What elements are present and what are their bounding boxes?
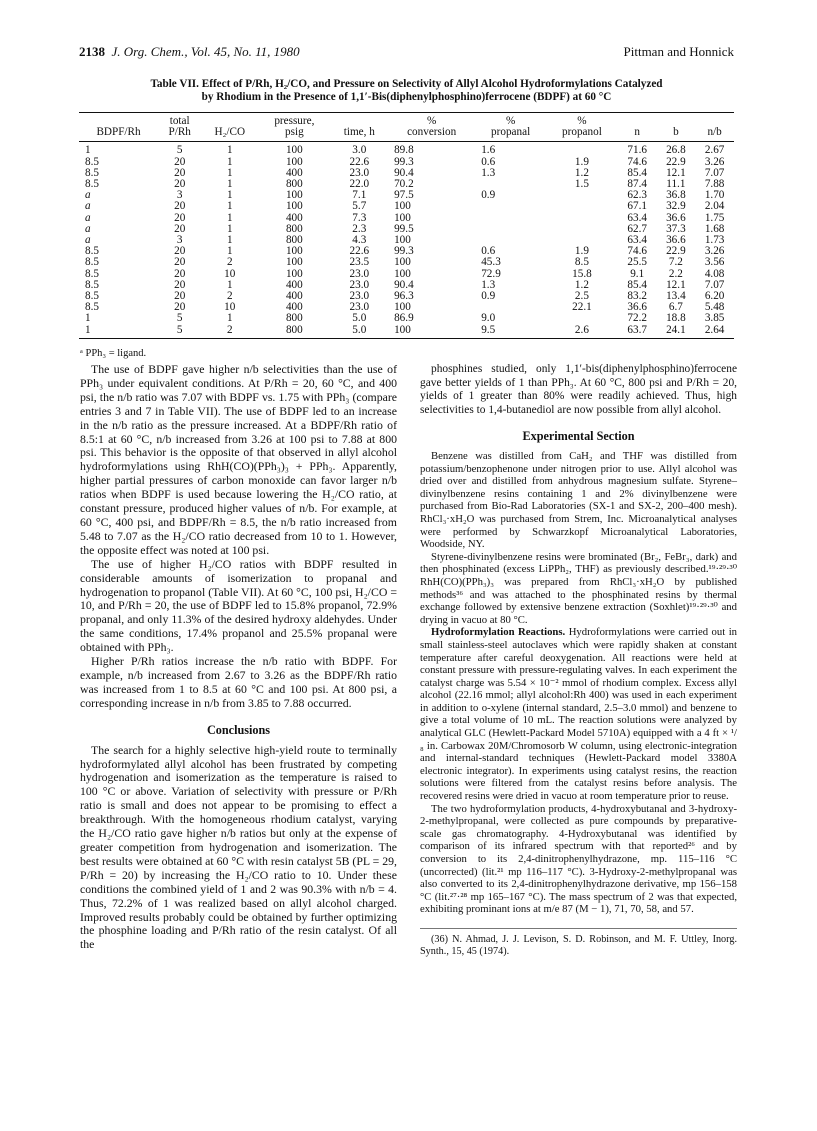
table-cell: a	[85, 234, 91, 247]
running-authors: Pittman and Honnick	[623, 44, 734, 59]
table-caption	[79, 78, 734, 104]
table-cell: 800	[285, 234, 303, 247]
table-header-row-2	[79, 127, 734, 142]
table-cell: 83.2	[627, 290, 647, 303]
header-cell	[695, 113, 734, 128]
table-cell: 99.5	[394, 222, 414, 235]
table-row	[79, 257, 734, 268]
references	[420, 928, 737, 959]
table-cell: 1	[226, 189, 233, 202]
table-cell: 800	[285, 178, 303, 191]
header-cell: %	[388, 113, 475, 128]
table-cell: 12.1	[666, 166, 686, 179]
experimental-paragraph: Benzene was distilled from CaH₂ and THF was distilled from potassium/benzophenone under nitrogen prior to use. Allyl alcohol was dried over and distilled from anhydrous magnesium sulfate. Styrene–divinylbenzene resins containing 1 and 2% divinylbenzene were purchased from Bio-Rad Laboratories (SX-1 and SX-2, 200–400 mesh). RhCl₃·xH₂O was purchased from Strem, Inc. Microanalytical analyses were performed by Schwarzkopf Microanalytical Laboratories, Woodside, NY.	[420, 450, 737, 551]
table-cell: 36.6	[666, 211, 686, 224]
table-cell: 70.2	[394, 178, 414, 191]
table-cell: 3.26	[704, 155, 725, 168]
table-cell: 100	[285, 267, 303, 280]
header-cell: BDPF/Rh	[79, 127, 158, 142]
table-cell: 90.4	[394, 166, 414, 179]
table-cell: 20	[174, 200, 186, 213]
body-paragraph: Higher P/Rh ratios increase the n/b ratio with BDPF. For example, n/b increased from 2.67 to 3.26 as the BDPF/Rh ratio was increased from 1 to 8.5 at 60 °C and 100 psi. At 800 psi, a corresponding increase in n/b from 3.85 to 7.88 occurred.	[80, 654, 397, 710]
table-cell: 7.2	[668, 256, 683, 269]
table-cell: 74.6	[627, 245, 647, 258]
table-cell: 1.3	[481, 166, 496, 179]
table-cell: 8.5	[85, 290, 99, 303]
table-cell: 36.6	[666, 234, 686, 247]
table-cell: 400	[285, 211, 303, 224]
table-cell: 400	[285, 166, 303, 179]
table-cell: 1	[226, 234, 233, 247]
table-cell: 400	[285, 278, 303, 291]
table-cell: 0.9	[481, 290, 496, 303]
table-cell: 2.64	[695, 325, 734, 339]
body-paragraph: The use of BDPF gave higher n/b selectivities than the use of PPh₃ under equivalent conditions. At P/Rh = 20, 60 °C, and 400 psi, the n/b ratio was 7.07 with BDPF vs. 1.75 with PPh₃ (compare entries 3 and 7 in Table VII). The use of BDPF led to an increase in the n/b ratio as the pressure increased. At a BDPF/Rh ratio of 8.5:1 at 60 °C, n/b increased from 3.26 at 100 psi to 7.88 at 800 psi. This behavior is the opposite of that observed in allyl alcohol hydroformylations using RhH(CO)(PPh₃)₃ + PPh₃. Apparently, higher partial pressures of carbon monoxide can favor larger n/b ratios when BDPF is used because lowering the H₂/CO ratio, at constant pressure, produced higher values of n/b. For example, at 60 °C, 400 psi, and BDPF/Rh = 8.5, the n/b ratio increased from 5.48 to 7.07 as the H₂/CO ratio decreased from 10 to 1. However, the opposite effect was noted at 100 psi.	[80, 362, 397, 557]
table-cell: 36.8	[666, 189, 686, 202]
table-cell: 1	[226, 144, 233, 157]
table-cell: 22.9	[666, 155, 686, 168]
table-cell: 800	[258, 325, 330, 339]
table-cell: 100	[394, 234, 411, 247]
table-cell: 20	[174, 222, 186, 235]
table-cell: 2	[226, 290, 233, 303]
table-cell: 11.1	[666, 178, 686, 191]
table-row	[79, 142, 734, 157]
table-cell: 20	[174, 155, 186, 168]
table-cell: 7.07	[704, 278, 725, 291]
table-cell: 20	[174, 245, 186, 258]
table-cell: 5.0	[352, 312, 367, 325]
table-cell	[475, 224, 546, 235]
table-cell: 45.3	[481, 256, 501, 269]
table-cell: 97.5	[394, 189, 414, 202]
table-cell: 72.2	[627, 312, 647, 325]
header-cell: n/b	[695, 127, 734, 142]
table-cell: 12.1	[666, 278, 686, 291]
table-cell: 800	[285, 222, 303, 235]
table-cell: 3.26	[704, 245, 725, 258]
table-cell: 22.9	[666, 245, 686, 258]
table-cell: 1.5	[574, 178, 589, 191]
experimental-paragraph: The two hydroformylation products, 4-hydroxybutanal and 3-hydroxy-2-methylpropanal, were collected as pure compounds by preparative-scale gas chromatography. 4-Hydroxybutanal was identified by comparison of its infrared spectrum with that reported²⁶ and by conversion to its 2,4-dinitrophenylhydrazone, mp. 115–116 °C (uncorrected) (lit.²¹ mp 116–117 °C). 3-Hydroxy-2-methylpropanal was also converted to its 2,4-dinitrophenylhydrazone derivative, mp 156–158 °C (lit.²⁷·²⁸ mp 165–167 °C). The mass spectrum of 2 was that expected, exhibiting prominant ions at m/e 87 (M − 1), 71, 70, 58, and 57.	[420, 802, 737, 916]
table-cell: 1.6	[481, 144, 496, 157]
table-cell: 1	[226, 166, 233, 179]
table-cell: 63.4	[627, 234, 647, 247]
running-header	[79, 44, 734, 62]
table-cell: 100	[388, 325, 475, 339]
header-cell: conversion	[388, 127, 475, 142]
table-cell: 1.73	[704, 234, 725, 247]
table-cell: 1	[226, 155, 233, 168]
table-cell: 4.3	[352, 234, 367, 247]
table-cell: 8.5	[85, 245, 99, 258]
table-cell	[475, 213, 546, 224]
table-cell	[546, 213, 618, 224]
table-cell: 3.0	[352, 144, 367, 157]
table-cell: 72.9	[481, 267, 501, 280]
results-table	[79, 112, 734, 339]
table-caption-line2: by Rhodium in the Presence of 1,1′-Bis(diphenylphosphino)ferrocene (BDPF) at 60 °C	[201, 91, 612, 103]
table-cell: 23.0	[349, 301, 370, 314]
table-cell: 20	[174, 166, 186, 179]
table-cell: 89.8	[394, 144, 414, 157]
header-cell: %	[546, 113, 618, 128]
table-cell: 22.6	[349, 245, 370, 258]
table-cell: 1	[226, 211, 233, 224]
run-in-heading: Hydroformylation Reactions.	[431, 626, 566, 639]
table-cell: 63.4	[627, 211, 647, 224]
table-cell: 22.0	[349, 178, 370, 191]
table-cell: 24.1	[657, 325, 696, 339]
table-cell: 800	[285, 312, 303, 325]
table-cell: 99.3	[394, 245, 414, 258]
table-cell: 100	[394, 211, 411, 224]
header-cell: H₂/CO	[201, 127, 258, 142]
table-cell: 71.6	[627, 144, 647, 157]
table-cell: 20	[174, 211, 186, 224]
table-cell: 9.1	[630, 267, 645, 280]
table-cell: 18.8	[666, 312, 686, 325]
header-cell	[79, 113, 158, 128]
table-cell: 8.5	[85, 301, 99, 314]
table-cell: 37.3	[666, 222, 686, 235]
section-heading-conclusions: Conclusions	[207, 722, 270, 737]
table-cell: 7.3	[352, 211, 367, 224]
table-cell: 15.8	[572, 267, 592, 280]
table-cell: 0.6	[481, 245, 496, 258]
table-cell: 2.67	[704, 144, 725, 157]
table-cell: 20	[174, 267, 186, 280]
table-cell: 62.3	[627, 189, 647, 202]
header-cell	[331, 113, 389, 128]
table-cell: 10	[224, 267, 236, 280]
table-cell: 100	[394, 200, 411, 213]
table-cell: 20	[174, 256, 186, 269]
table-cell: 1	[226, 245, 233, 258]
table-cell: 23.0	[349, 278, 370, 291]
table-cell	[546, 224, 618, 235]
table-cell: 13.4	[666, 290, 686, 303]
table-cell: 3.56	[704, 256, 725, 269]
right-column	[420, 363, 737, 959]
table-row	[79, 325, 734, 339]
table-cell: 2	[201, 325, 258, 339]
table-cell: 1.68	[704, 222, 725, 235]
table-cell: 1	[226, 278, 233, 291]
experimental-paragraph: Styrene-divinylbenzene resins were brominated (Br₂, FeBr₃, dark) and then phosphinated (excess LiPPh₂, THF) as previously described.¹⁹·²⁹·³⁰ RhH(CO)(PPh₃)₃ was prepared from RhCl₃·xH₂O by published methods³⁶ and was attached to the phosphinated resins by thermal exchange followed by extensive benzene extraction (Soxhlet)¹⁹·²⁹·³⁰ and drying in vacuo at 80 °C.	[420, 550, 737, 626]
table-cell: 8.5	[85, 256, 99, 269]
table-cell: 8.5	[85, 178, 99, 191]
table-cell: 100	[285, 256, 303, 269]
table-cell: 9.5	[475, 325, 546, 339]
table-cell: 1	[226, 222, 233, 235]
table-cell: 36.6	[627, 301, 647, 314]
table-cell: 99.3	[394, 155, 414, 168]
table-cell: 1.2	[574, 166, 589, 179]
table-cell: 3.85	[704, 312, 725, 325]
table-cell: 5.48	[704, 301, 725, 314]
table-cell: 25.5	[627, 256, 647, 269]
table-cell: 8.5	[85, 155, 99, 168]
table-cell: 23.0	[349, 166, 370, 179]
table-cell: 8.5	[85, 166, 99, 179]
table-cell: 90.4	[394, 278, 414, 291]
reference-36: (36) N. Ahmad, J. J. Levison, S. D. Robinson, and M. F. Uttley, Inorg. Synth., 15, 45 (1974).	[420, 933, 737, 958]
table-cell: 100	[285, 245, 303, 258]
table-cell: 67.1	[627, 200, 647, 213]
table-cell: a	[85, 222, 91, 235]
table-cell: 26.8	[666, 144, 686, 157]
table-cell: 2.6	[546, 325, 618, 339]
table-cell: 1	[79, 325, 158, 339]
table-cell: 5.0	[331, 325, 389, 339]
table-cell: 9.0	[481, 312, 496, 325]
header-cell: n	[618, 127, 657, 142]
table-cell: 6.20	[704, 290, 725, 303]
table-cell: 100	[285, 189, 303, 202]
table-cell: 3	[176, 189, 183, 202]
table-cell: 100	[285, 155, 303, 168]
table-cell: 6.7	[668, 301, 683, 314]
table-cell: 32.9	[666, 200, 686, 213]
table-cell: 5	[176, 312, 183, 325]
header-cell: b	[657, 127, 696, 142]
table-cell: 1.9	[574, 245, 589, 258]
header-cell	[657, 113, 696, 128]
table-cell: 2.2	[668, 267, 683, 280]
table-row	[79, 313, 734, 324]
table-cell: 2.3	[352, 222, 367, 235]
table-cell: 100	[285, 144, 303, 157]
table-cell: 22.1	[572, 301, 592, 314]
body-paragraph: phosphines studied, only 1,1′-bis(diphenylphosphino)ferrocene gave better yields of 1 than PPh₃. At 60 °C, 800 psi and P/Rh = 20, yields of 1 greater than 80% were readily achieved. Thus, high selectivities to 1,4-butanediol are now possible from allyl alcohol.	[420, 363, 737, 416]
table-cell: 1	[226, 312, 233, 325]
table-cell: 23.0	[349, 267, 370, 280]
table-cell: 96.3	[394, 290, 414, 303]
table-cell	[546, 313, 618, 324]
table-cell: 20	[174, 290, 186, 303]
table-cell: 1	[226, 178, 233, 191]
header-cell	[201, 113, 258, 128]
table-caption-line1: Table VII. Effect of P/Rh, H₂/CO, and Pressure on Selectivity of Allyl Alcohol Hydroformylations Catalyzed	[150, 78, 663, 90]
table-cell: 100	[394, 256, 411, 269]
table-cell	[475, 201, 546, 212]
section-heading-experimental: Experimental Section	[522, 429, 635, 443]
table-cell: 7.1	[352, 189, 367, 202]
table-cell: 85.4	[627, 278, 647, 291]
table-cell: 86.9	[394, 312, 414, 325]
table-cell: 22.6	[349, 155, 370, 168]
table-cell: 8.5	[574, 256, 589, 269]
table-cell	[546, 142, 618, 157]
table-cell: 2.04	[704, 200, 725, 213]
experimental-paragraph	[420, 626, 737, 802]
table-cell: 1	[226, 200, 233, 213]
header-cell: %	[475, 113, 546, 128]
table-cell: 20	[174, 301, 186, 314]
table-cell: 100	[285, 200, 303, 213]
table-cell: 1.9	[574, 155, 589, 168]
table-cell: 2.5	[574, 290, 589, 303]
header-cell	[618, 113, 657, 128]
table-cell: 100	[394, 267, 411, 280]
table-cell: 4.08	[704, 267, 725, 280]
table-cell: 1	[85, 312, 91, 325]
table-cell: 8.5	[85, 278, 99, 291]
header-cell: P/Rh	[158, 127, 201, 142]
table-cell: 8.5	[85, 267, 99, 280]
experimental-text	[420, 450, 737, 916]
table-cell: a	[85, 211, 91, 224]
table-cell: 20	[174, 278, 186, 291]
table-cell: 10	[224, 301, 236, 314]
header-cell: psig	[258, 127, 330, 142]
header-cell: propanol	[546, 127, 618, 142]
table-cell: a	[85, 189, 91, 202]
table-row	[79, 201, 734, 212]
table-cell: 1.70	[704, 189, 725, 202]
table-cell: 1.75	[704, 211, 725, 224]
table-cell: 100	[394, 301, 411, 314]
table-header-row-1	[79, 113, 734, 128]
table-cell: 400	[285, 301, 303, 314]
table-cell: 63.7	[618, 325, 657, 339]
journal-citation	[79, 44, 300, 60]
table-cell: 0.9	[481, 189, 496, 202]
table-footnote: ᵃ PPh₃ = ligand.	[80, 348, 147, 359]
page-number: 2138	[79, 44, 105, 59]
table-cell: 74.6	[627, 155, 647, 168]
header-cell: propanal	[475, 127, 546, 142]
table-cell: 85.4	[627, 166, 647, 179]
table-cell: 1.2	[574, 278, 589, 291]
table-cell	[546, 190, 618, 201]
table-cell	[546, 201, 618, 212]
table-cell: 7.88	[704, 178, 725, 191]
journal-volume: Vol. 45, No. 11, 1980	[190, 44, 300, 59]
table-cell: 23.5	[349, 256, 370, 269]
table-cell: a	[85, 200, 91, 213]
body-paragraph: The search for a highly selective high-yield route to terminally hydroformylated allyl alcohol has been frustrated by competing hydrogenation and isomerization as the temperature is raised to 100 °C or above. Variation of selectivity with pressure or P/Rh ratio is small and does not appear to be promising to effect a breakthrough. With the homogeneous rhodium catalyst, varying the H₂/CO ratio gave higher n/b ratios but only at the expense of greater competition from hydrogenation and isomerization. The best results were obtained at 60 °C with resin catalyst 5B (PL = 29, P/Rh = 20) by increasing the H₂/CO ratio to 10. Under these conditions the combined yield of 1 and 2 was 90.3% with n/b = 4. Thus, 72.2% of 1 was realized based on allyl alcohol charged. Improved results probably could be obtained by further optimizing the phosphine loading and P/Rh ratio of the resin catalyst. Of all the	[80, 742, 397, 952]
paragraph-text: Hydroformylations were carried out in small stainless-steel autoclaves which were rapidly shaken at constant temperature after careful deoxygenation. All reactions were held at constant pressure with pressure-regulating valves. In each experiment the catalyst charge was 5.54 × 10⁻² mmol of rhodium complex. Excess allyl alcohol (22.16 mmol; allyl alcohol:Rh 400) was used in each experiment in addition to o-xylene (internal standard, 2.5–3.0 mmol) and benzene to give a total volume of 10 mL. The reaction solutions were analyzed by analytical GLC (Hewlett-Packard Model 5710A) equipped with a 4 ft × ¹/₈ in. Carbowax 20M/Chromosorb W column, using electronic-integration and internal-standard techniques (Hewlett-Packard model 3380A electronic integrator). In experiments using catalyst resins, the reaction solutions were filtered from the catalyst resins before analysis. The recovered resins were dried in vacuo at room temperature prior to reuse.	[420, 626, 738, 803]
body-paragraph: The use of higher H₂/CO ratios with BDPF resulted in considerable amounts of isomerization to propanal and hydrogenation to propanol (Table VII). At 60 °C, 100 psi, H₂/CO = 10, and P/Rh = 20, the use of BDPF led to 15.8% propanol, 72.9% propanal, and only 11.3% of the desired hydroxy aldehydes. Under the same conditions, 17.4% propanol and 25.5% propanal were obtained with PPh₃.	[80, 556, 397, 655]
table-cell: 1	[85, 144, 91, 157]
table-cell: 23.0	[349, 290, 370, 303]
table-cell: 400	[285, 290, 303, 303]
table-cell: 1.3	[481, 278, 496, 291]
table-body	[79, 142, 734, 338]
table-cell: 5.7	[352, 200, 367, 213]
header-cell: total	[158, 113, 201, 128]
header-cell: time, h	[331, 127, 389, 142]
table-cell: 62.7	[627, 222, 647, 235]
table-cell: 20	[174, 178, 186, 191]
table-cell: 7.07	[704, 166, 725, 179]
left-column	[80, 363, 397, 952]
table-cell: 5	[158, 325, 201, 339]
table-cell: 3	[176, 234, 183, 247]
header-cell: pressure,	[258, 113, 330, 128]
table-cell: 0.6	[481, 155, 496, 168]
table-cell: 2	[226, 256, 233, 269]
table-cell: 87.4	[627, 178, 647, 191]
journal-name: J. Org. Chem.,	[111, 44, 188, 59]
table-cell: 5	[176, 144, 183, 157]
